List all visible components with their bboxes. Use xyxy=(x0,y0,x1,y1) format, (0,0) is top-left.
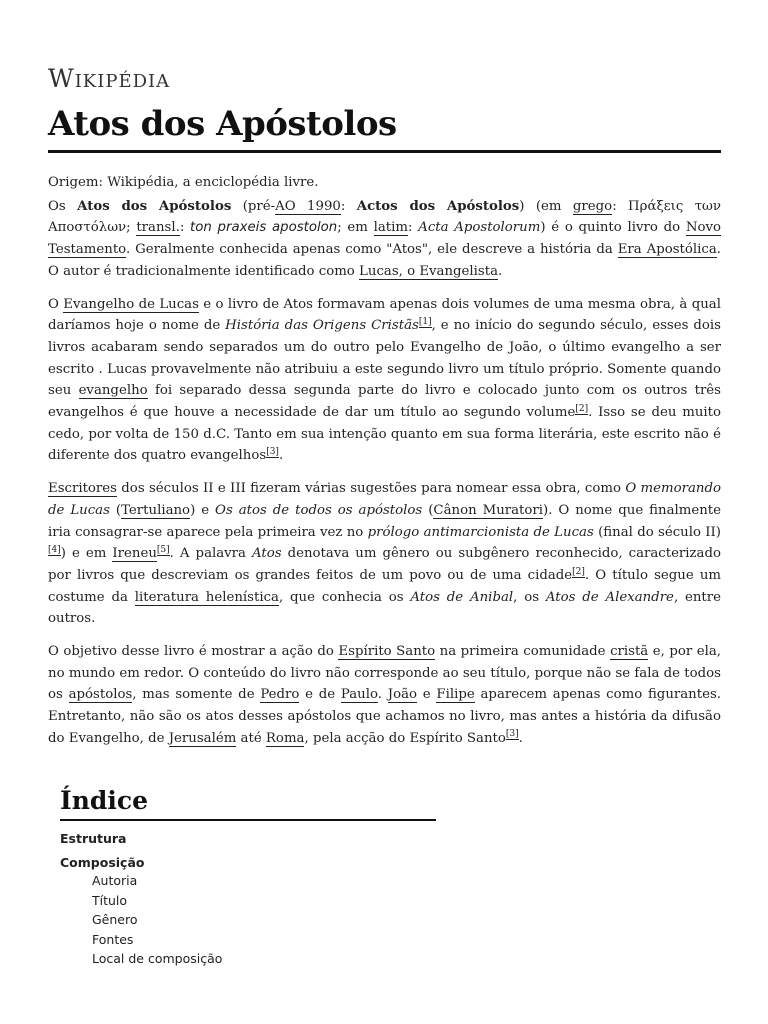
ref-link[interactable]: [2] xyxy=(572,566,585,577)
text: denotava um gênero ou subgênero reconhecido, caracterizado por livros que descreviam os grandes feitos de um povo ou de uma cidade xyxy=(48,546,721,583)
ref-link[interactable]: [1] xyxy=(418,316,432,327)
link-canon-muratori[interactable]: Cânon Muratori xyxy=(433,502,544,518)
link-novo-testamento[interactable]: Novo Testamento xyxy=(48,220,721,258)
text: ). O nome que finalmente iria consagrar-se aparece pela primeira vez no xyxy=(48,502,722,540)
page-title: Atos dos Apóstolos xyxy=(48,104,397,144)
link-joao[interactable]: João xyxy=(387,687,418,703)
text: e, por ela, no mundo em redor. O conteúdo do livro não corresponde ao seu título, porque não se fala de todos os xyxy=(48,644,721,703)
toc-list xyxy=(60,829,436,969)
link-jerusalem[interactable]: Jerusalém xyxy=(168,730,237,746)
toc-item-estrutura[interactable]: Estrutura xyxy=(60,831,127,846)
paragraph-intro xyxy=(48,196,721,283)
site-wordmark[interactable]: Wikipédia xyxy=(48,64,171,93)
link-crista[interactable]: cristã xyxy=(610,644,649,660)
text: ; em xyxy=(337,220,374,236)
text: , pela acção do Espírito Santo xyxy=(304,730,506,746)
text: ) e xyxy=(190,502,216,518)
italic-text: prólogo antimarcionista de Lucas xyxy=(367,524,594,540)
text: dos séculos II e III fizeram várias sugestões para nomear essa obra, como xyxy=(116,481,626,497)
italic-text: Atos de Alexandre xyxy=(545,589,674,605)
link-escritores[interactable]: Escritores xyxy=(48,481,117,497)
text: . Geralmente conhecida apenas como "Atos", ele descreve a história da xyxy=(125,242,618,258)
text: e de xyxy=(299,687,341,703)
link-pedro[interactable]: Pedro xyxy=(260,687,300,703)
toc-subitem-local[interactable]: Local de composição xyxy=(92,951,223,967)
text: . A palavra xyxy=(169,546,253,562)
link-grego[interactable]: grego xyxy=(572,198,613,214)
link-espirito-santo[interactable]: Espírito Santo xyxy=(338,644,436,660)
toc-subitem-titulo[interactable]: Título xyxy=(92,892,128,908)
text: , e no início do segundo século, esses dois livros acabaram sendo separados um do outro pelo Evangelho de João, o último evangelho a ser escrito . Lucas provavelmente não atribuiu a este segundo livro um título próprio. Somente quando seu xyxy=(48,318,721,399)
text: aparecem apenas como figurantes. Entretanto, não são os atos desses apóstolos que achamos no livro, mas antes a história da difusão do Evangelho, de xyxy=(48,687,721,746)
link-literatura-helenistica[interactable]: literatura helenística xyxy=(134,589,279,605)
link-evangelho[interactable]: evangelho xyxy=(78,383,148,399)
text: . O autor é tradicionalmente identificado como xyxy=(48,242,722,279)
toc-subitem-autoria[interactable]: Autoria xyxy=(92,873,138,888)
text: (pré- xyxy=(231,198,276,214)
paragraph-purpose xyxy=(48,641,721,750)
text: , entre outros. xyxy=(48,589,722,627)
link-tertuliano[interactable]: Tertuliano xyxy=(121,502,191,518)
paragraph-naming xyxy=(48,478,721,630)
text: , que conhecia os xyxy=(278,589,411,605)
italic-text: Atos xyxy=(252,546,282,562)
reference-1 xyxy=(419,317,432,328)
toc-title: Índice xyxy=(60,786,148,815)
italic-text: História das Origens Cristãs xyxy=(225,318,419,334)
text: : Πράξεις των Αποστόλων; xyxy=(48,198,721,236)
reference-2 xyxy=(575,404,588,415)
text: : xyxy=(340,198,357,214)
text: na primeira comunidade xyxy=(435,644,611,660)
table-of-contents xyxy=(60,786,436,969)
origin-line: Origem: Wikipédia, a enciclopédia livre. xyxy=(48,175,319,190)
toc-divider xyxy=(60,819,436,821)
link-paulo[interactable]: Paulo xyxy=(340,687,378,703)
reference-4 xyxy=(48,545,61,556)
text: O objetivo desse livro é mostrar a ação do xyxy=(48,644,339,660)
link-lucas-evangelista[interactable]: Lucas, o Evangelista xyxy=(359,263,499,279)
link-latim[interactable]: latim xyxy=(373,220,409,236)
italic-text: Os atos de todos os apóstolos xyxy=(215,502,423,518)
text: ) é o quinto livro do xyxy=(540,220,686,236)
text: foi separado dessa segunda parte do livro e colocado junto com os outros três evangelhos é que houve a necessidade de dar um título ao segundo volume xyxy=(48,383,722,421)
text: ) e em xyxy=(60,546,113,562)
ref-link[interactable]: [2] xyxy=(575,403,589,414)
article-body xyxy=(48,172,721,761)
text: Os xyxy=(48,198,78,214)
reference-5 xyxy=(157,545,170,556)
italic-text: Atos de Anibal xyxy=(410,589,514,605)
reference-3 xyxy=(266,447,279,458)
ref-link[interactable]: [3] xyxy=(266,447,279,458)
text: , mas somente de xyxy=(132,687,261,703)
ref-link[interactable]: [5] xyxy=(156,544,170,555)
link-transl[interactable]: transl. xyxy=(136,220,180,236)
paragraph-origins xyxy=(48,294,721,468)
text: e xyxy=(417,687,437,703)
link-ao1990[interactable]: AO 1990 xyxy=(275,198,341,214)
text: e o livro de Atos formavam apenas dois volumes de uma mesma obra, à qual daríamos hoje o nome de xyxy=(48,296,721,334)
text: . xyxy=(377,687,388,703)
text: . xyxy=(518,730,523,746)
text: O xyxy=(48,296,64,312)
link-apostolos[interactable]: apóstolos xyxy=(68,687,133,703)
bold-alt-title: Actos dos Apóstolos xyxy=(356,198,520,214)
text: : xyxy=(179,220,191,236)
title-divider xyxy=(48,150,721,153)
link-filipe[interactable]: Filipe xyxy=(436,687,475,703)
link-era-apostolica[interactable]: Era Apostólica xyxy=(617,242,717,258)
ref-link[interactable]: [3] xyxy=(505,729,519,740)
toc-subitem-genero[interactable]: Gênero xyxy=(92,912,138,928)
link-ireneu[interactable]: Ireneu xyxy=(112,546,157,562)
text: ( xyxy=(422,502,434,518)
toc-subitem-fontes[interactable]: Fontes xyxy=(92,931,134,947)
text: . O título segue um costume da xyxy=(48,567,721,605)
text: até xyxy=(236,730,266,746)
text: : xyxy=(408,220,419,236)
bold-title: Atos dos Apóstolos xyxy=(77,198,232,214)
text: , os xyxy=(513,589,546,605)
text: . xyxy=(278,448,284,464)
italic-text: O memorando de Lucas xyxy=(48,481,722,518)
text: ( xyxy=(109,502,122,518)
text: . xyxy=(498,263,503,279)
reference-2 xyxy=(572,567,585,578)
text: . Isso se deu muito cedo, por volta de 150 d.C. Tanto em sua intenção quanto em sua forma literária, este escrito não é diferente dos quatro evangelhos xyxy=(48,405,721,464)
italic-translit: ton praxeis apostolon xyxy=(190,220,338,236)
link-evangelho-de-lucas[interactable]: Evangelho de Lucas xyxy=(63,296,199,312)
reference-3 xyxy=(506,729,519,740)
link-roma[interactable]: Roma xyxy=(265,730,305,746)
ref-link[interactable]: [4] xyxy=(48,544,61,555)
italic-latin-title: Acta Apostolorum xyxy=(418,220,541,236)
toc-item-composicao[interactable]: Composição xyxy=(60,855,145,870)
text: ) (em xyxy=(519,198,573,214)
text: (final do século II) xyxy=(593,524,721,540)
